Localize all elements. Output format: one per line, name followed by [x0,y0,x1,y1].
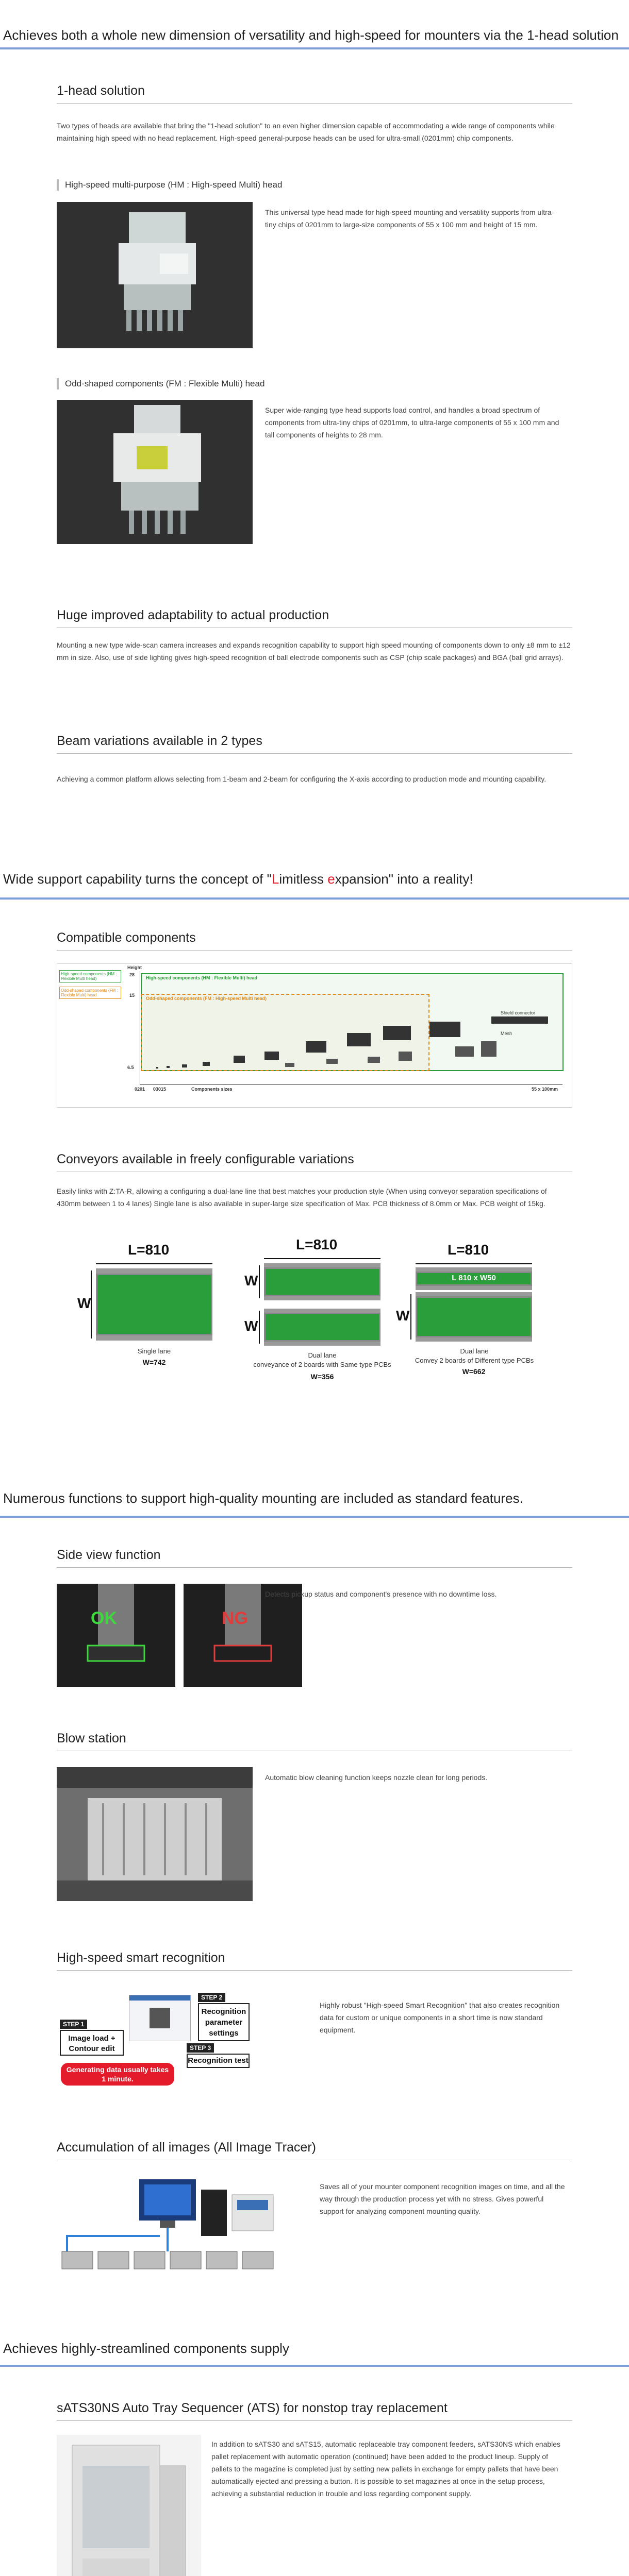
title-rule [57,753,572,754]
legend-hm: High-speed components (HM : Flexible Multi head) [59,970,121,982]
ng-label: NG [222,1608,248,1628]
screen-mock [129,1995,191,2041]
head-solution-body: Two types of heads are available that bring the "1-head solution" to an even higher dimension capable of accommodating a wide range of components while maintaining high speed with no head replacement. High-speed general-purpose heads can be used for ultra-small (0201mm) chip components. [57,122,555,142]
tracer-title: Accumulation of all images (All Image Tracer) [57,2140,316,2155]
head-solution-title: 1-head solution [57,83,145,98]
title-rule [57,950,572,951]
dual2-rail-1 [416,1267,532,1272]
section-divider [0,897,629,900]
dual-board-2 [264,1313,380,1342]
dual-w2-arrow [259,1311,260,1344]
section-header-1head [0,27,629,43]
side-view-ok-image [57,1584,175,1687]
y-label: Height [127,965,142,970]
dual2-w-value: W=662 [462,1367,486,1376]
screen-chip [150,2008,170,2028]
component-label-shield: Shield connector [501,1010,536,1015]
single-w-label: W [77,1295,91,1311]
title-letter-e: e [327,871,335,887]
ats-body: In addition to sATS30 and sATS15, automatic replaceable tray component feeders, sATS30NS which enables pallet replacement with automatic operation (continued) have been added to the product lineup. Supply of pallets to the magazine is completed just by setting new pallets in exchange for empty pallets that have been automatically ejected and pressing a button. It is possible to set magazines at once in the setup process, achieving a substantial reduction in trouble and loss regarding component supply. [211,2440,561,2498]
single-rail-top [96,1268,212,1274]
adaptability-title: Huge improved adaptability to actual production [57,608,329,622]
fm-head-title: Odd-shaped components (FM : Flexible Multi) head [57,378,264,389]
hm-range-label: Odd-shaped components (FM : High-speed Multi head) [146,996,267,1001]
ats-title: sATS30NS Auto Tray Sequencer (ATS) for nonstop tray replacement [57,2401,448,2415]
dual-rail-3 [264,1309,380,1313]
hm-head-title: High-speed multi-purpose (HM : High-speed Multi) head [57,179,282,191]
dual-w1-arrow [259,1265,260,1298]
single-l-arrow [96,1263,212,1264]
fm-head-image [57,400,253,544]
hm-head-image [57,202,253,348]
dual-w2-label: W [244,1318,258,1334]
dual2-rail-2 [416,1286,532,1290]
dual2-l-arrow [416,1263,532,1264]
dual-w-value: W=356 [310,1372,334,1381]
dual2-caption: Dual lane Convey 2 boards of Different type PCBs [415,1347,534,1364]
hm-head-body: This universal type head made for high-speed mounting and versatility supports from ultra-tiny chips of 0201mm to large-size components of 55 x 100 mm and height of 15 mm. [265,208,554,229]
tracer-diagram [57,2174,294,2272]
title-rule [57,1567,572,1568]
y-tick-28: 28 [129,972,135,977]
y-tick-6-5: 6.5 [127,1065,134,1070]
step3-tag: STEP 3 [187,2043,214,2053]
blow-station-title: Blow station [57,1731,126,1745]
generation-time-note: Generating data usually takes 1 minute. [61,2063,174,2086]
ok-label: OK [91,1608,117,1628]
title-rule [57,1970,572,1971]
section-title: Achieves both a whole new dimension of versatility and high-speed for mounters via the 1-head solution [3,27,619,43]
step2-tag: STEP 2 [198,1993,225,2002]
dual2-board-wide [416,1296,532,1337]
dual2-l-label: L=810 [448,1242,489,1258]
single-l-label: L=810 [128,1242,170,1258]
single-w-value: W=742 [142,1358,166,1366]
component-label-mesh: Mesh [501,1031,512,1036]
blow-station-body: Automatic blow cleaning function keeps nozzle clean for long periods. [265,1773,488,1782]
section-divider [0,47,629,49]
section-divider [0,1516,629,1518]
section-header-supply [0,2340,629,2357]
compatible-components-chart [57,963,572,1108]
component-illustrations [141,1005,564,1082]
dual-w1-label: W [244,1273,258,1289]
dual-l-label: L=810 [296,1236,338,1252]
single-board [96,1274,212,1335]
step3-box: Recognition test [187,2054,250,2068]
x-tick-03015: 03015 [153,1087,167,1092]
title-rule [57,103,572,104]
ats-machine-image [57,2435,201,2576]
single-caption: Single lane [137,1347,171,1355]
dual-rail-1 [264,1263,380,1267]
conveyors-body: Easily links with Z:TA-R, allowing a configuring a dual-lane line that best matches your production style (When using conveyor separation specifications of 430mm between 1 to 4 lanes) Single lane is also available in super-large size specification of Max. PCB thickness of 8.0mm or Max. PCB weight of 15kg. [57,1187,547,1208]
section-title: Numerous functions to support high-quality mounting are included as standard features. [3,1490,523,1506]
title-part: imitless [279,871,328,887]
recognition-title: High-speed smart recognition [57,1951,225,1965]
compatible-title: Compatible components [57,930,196,945]
x-axis-label: Components sizes [191,1087,233,1092]
x-tick-0201: 0201 [135,1087,145,1092]
fm-range-label: High-speed components (HM : Flexible Multi) head [146,975,258,980]
section-title: Achieves highly-streamlined components supply [3,2341,289,2356]
step1-tag: STEP 1 [60,2020,87,2029]
x-max-label: 55 x 100mm [532,1087,558,1092]
conveyors-title: Conveyors available in freely configurable variations [57,1152,354,1166]
fm-head-body: Super wide-ranging type head supports load control, and handles a broad spectrum of components from ultra-tiny chips of 0201mm, to ultra-large components of 55 x 100 mm and tall components of heights to 28 mm. [265,406,559,439]
dual2-inner-label: L 810 x W50 [452,1274,496,1282]
dual-l-arrow [264,1258,380,1259]
title-part: Wide support capability turns the concept of " [3,871,272,887]
title-letter-l: L [271,871,279,887]
y-tick-15: 15 [129,993,135,998]
dual2-rail-4 [416,1337,532,1342]
step1-box: Image load + Contour edit [60,2030,124,2056]
adaptability-body: Mounting a new type wide-scan camera increases and expands recognition capability to support high speed mounting of components down to only ±8 mm to ±12 mm in size. Also, use of side lighting gives high-speed recognition of ball electrode components such as CSP (chip scale packages) and BGA (ball grid arrays). [57,641,571,662]
dual2-w-arrow [410,1294,411,1340]
dual-caption: Dual lane conveyance of 2 boards with Same type PCBs [253,1351,391,1368]
dual-rail-2 [264,1296,380,1300]
section-divider [0,2365,629,2367]
beam-title: Beam variations available in 2 types [57,734,262,748]
dual-board-1 [264,1267,380,1296]
dual-rail-4 [264,1342,380,1346]
beam-body: Achieving a common platform allows selecting from 1-beam and 2-beam for configuring the X-axis according to production mode and mounting capability. [57,775,547,783]
section-title [0,871,629,887]
step2-box: Recognition parameter settings [198,2003,250,2041]
title-part: xpansion" into a reality! [335,871,473,887]
single-rail-bottom [96,1335,212,1341]
recognition-body: Highly robust "High-speed Smart Recognition" that also creates recognition data for custom or unique components in a short time is now standard equipment. [320,2001,560,2034]
side-view-title: Side view function [57,1548,161,1562]
screen-bar [129,1995,190,2001]
title-rule [57,2420,572,2421]
tracer-body: Saves all of your mounter component recognition images on time, and all the way through the production process yet with no stress. Gives powerful support for analyzing component mounting quality. [320,2182,565,2215]
legend-fm: Odd-shaped components (FM : Flexible Multi) head [59,987,121,999]
dual2-rail-3 [416,1292,532,1296]
section-header-expansion [0,871,629,887]
x-axis [140,1084,562,1085]
section-header-functions [0,1490,629,1506]
dual2-w-label: W [396,1308,410,1324]
blow-station-image [57,1767,253,1901]
side-view-body: Detects pickup status and component's presence with no downtime loss. [265,1590,497,1598]
